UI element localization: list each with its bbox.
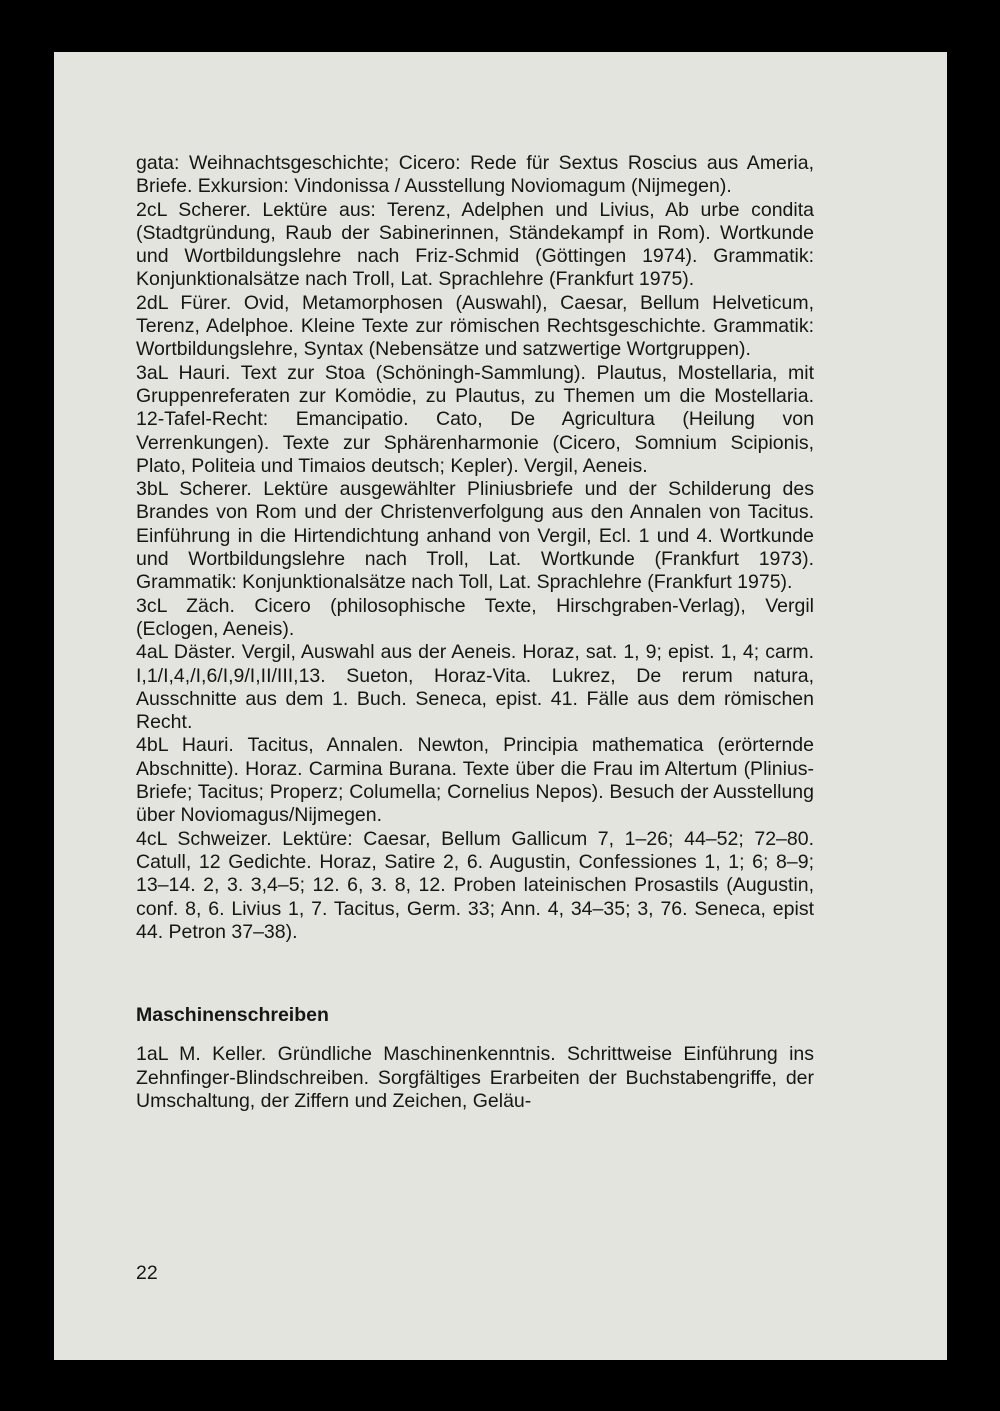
section-heading: Maschinenschreiben <box>136 1004 329 1027</box>
paragraph-3cl: 3cL Zäch. Cicero (philosophische Texte, Hirschgraben-Verlag), Vergil (Eclogen, Aeneis). <box>136 594 814 640</box>
paragraph-4cl: 4cL Schweizer. Lektüre: Caesar, Bellum Gallicum 7, 1–26; 44–52; 72–80. Catull, 12 Gedichte. Horaz, Satire 2, 6. Augustin, Confessiones 1, 1; 6; 8–9; 13–14. 2, 3. 3,4–5; 12. 6, 3. 8, 12. Proben lateinischen Prosastils (Augustin, conf. 8, 6. Livius 1, 7. Tacitus, Germ. 33; Ann. 4, 34–35; 3, 76. Seneca, epist 44. Petron 37–38). <box>136 827 814 943</box>
paragraph-3al: 3aL Hauri. Text zur Stoa (Schöningh-Sammlung). Plautus, Mostellaria, mit Gruppenreferaten zur Komödie, zu Plautus, zu Themen um die Mostellaria. 12-Tafel-Recht: Emancipatio. Cato, De Agricultura (Heilung von Verrenkungen). Texte zur Sphärenharmonie (Cicero, Somnium Scipionis, Plato, Politeia und Timaios deutsch; Kepler). Vergil, Aeneis. <box>136 361 814 477</box>
document-page <box>54 52 947 1360</box>
paragraph-2dl: 2dL Fürer. Ovid, Metamorphosen (Auswahl), Caesar, Bellum Helveticum, Terenz, Adelphoe. Kleine Texte zur römischen Rechtsgeschichte. Grammatik: Wortbildungslehre, Syntax (Nebensätze und satzwertige Wortgruppen). <box>136 291 814 361</box>
paragraph-4bl: 4bL Hauri. Tacitus, Annalen. Newton, Principia mathematica (erörternde Abschnitte). Horaz. Carmina Burana. Texte über die Frau im Altertum (Plinius-Briefe; Tacitus; Properz; Columella; Cornelius Nepos). Besuch der Ausstellung über Noviomagus/Nijmegen. <box>136 734 814 827</box>
paragraph-intro: gata: Weihnachtsgeschichte; Cicero: Rede für Sextus Roscius aus Ameria, Briefe. Exkursion: Vindonissa / Ausstellung Noviomagum (Nijmegen). <box>136 152 814 198</box>
paragraph-4al: 4aL Däster. Vergil, Auswahl aus der Aeneis. Horaz, sat. 1, 9; epist. 1, 4; carm. I,1/I,4,/I,6/I,9/I,II/III,13. Sueton, Horaz-Vita. Lukrez, De rerum natura, Ausschnitte aus dem 1. Buch. Seneca, epist. 41. Fälle aus dem römischen Recht. <box>136 641 814 734</box>
page-content <box>136 152 814 1113</box>
paragraph-2cl: 2cL Scherer. Lektüre aus: Terenz, Adelphen und Livius, Ab urbe condita (Stadtgründung, Raub der Sabinerinnen, Ständekampf in Rom). Wortkunde und Wortbildungslehre nach Friz-Schmid (Göttingen 1974). Grammatik: Konjunktionalsätze nach Troll, Lat. Sprachlehre (Frankfurt 1975). <box>136 198 814 291</box>
paragraph-1al: 1aL M. Keller. Gründliche Maschinenkenntnis. Schrittweise Einführung ins Zehnfinger-Blindschreiben. Sorgfältiges Erarbeiten der Buchstabengriffe, der Umschaltung, der Ziffern und Zeichen, Geläu- <box>136 1043 814 1112</box>
paragraph-3bl: 3bL Scherer. Lektüre ausgewählter Pliniusbriefe und der Schilderung des Brandes von Rom und der Christenverfolgung aus den Annalen von Tacitus. Einführung in die Hirtendichtung anhand von Vergil, Ecl. 1 und 4. Wortkunde und Wortbildungslehre nach Troll, Lat. Wortkunde (Frankfurt 1973). Grammatik: Konjunktionalsätze nach Toll, Lat. Sprachlehre (Frankfurt 1975). <box>136 478 814 594</box>
page-number: 22 <box>136 1262 158 1284</box>
